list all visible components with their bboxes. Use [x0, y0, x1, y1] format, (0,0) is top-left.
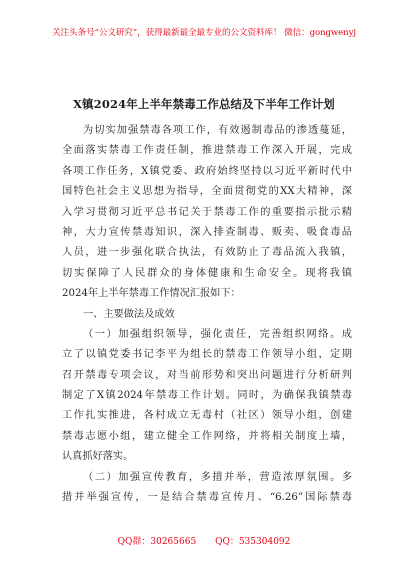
body-line: 各项工作任务，X镇党委、政府始终坚持以习近平新时代中 [62, 165, 352, 177]
body-line: 制定了X镇2024年禁毒工作计划。同时，为确保我镇禁毒 [62, 390, 352, 402]
footer-qq-group: QQ群：30265665 [117, 537, 197, 547]
document-title: X镇2024年上半年禁毒工作总结及下半年工作计划 [73, 97, 335, 111]
body-line: 人员，进一步强化联合执法，有效防止了毒品流入我镇， [62, 247, 352, 259]
body-line: 措并举强宣传，一是结合禁毒宣传月、“6.26”国际禁毒 [62, 492, 352, 504]
body-line: （一）加强组织领导，强化责任，完善组织网络。成 [83, 328, 352, 340]
footer-qq: QQ：535304092 [215, 537, 291, 547]
body-line: 为切实加强禁毒各项工作，有效遏制毒品的渗透蔓延， [83, 125, 352, 136]
body-line: 禁毒志愿小组，建立健全工作网络，并将相关制度上墙， [62, 430, 352, 442]
body-line: 认真抓好落实。 [62, 451, 134, 463]
header-banner: 关注头条号“公文研究”，获得最新最全最专业的公文资料库！ 微信：gongwenyj [52, 28, 356, 38]
body-line: 一、主要做法及成效 [83, 308, 175, 320]
document-body [62, 121, 352, 508]
body-line: 切实保障了人民群众的身体健康和生命安全。现将我镇 [62, 267, 352, 279]
body-line: 召开禁毒专项会议，对当前形势和突出问题进行分析研判 [62, 369, 352, 381]
body-line: （二）加强宣传教育，多措并举，营造浓厚氛围。多 [83, 471, 352, 483]
body-line: 立了以镇党委书记李平为组长的禁毒工作领导小组，定期 [62, 349, 352, 361]
body-line: 神，大力宣传禁毒知识，深入排查制毒、贩卖、吸食毒品 [62, 226, 352, 238]
body-line: 国特色社会主义思想为指导，全面贯彻党的XX大精神，深 [62, 186, 352, 198]
body-line: 入学习贯彻习近平总书记关于禁毒工作的重要指示批示精 [62, 206, 352, 218]
footer-contact [0, 534, 408, 547]
body-line: 工作扎实推进，各村成立无毒村（社区）领导小组，创建 [62, 410, 352, 422]
body-line: 2024年上半年禁毒工作情况汇报如下： [62, 288, 241, 300]
body-line: 全面落实禁毒工作责任制，推进禁毒工作深入开展，完成 [62, 145, 352, 157]
